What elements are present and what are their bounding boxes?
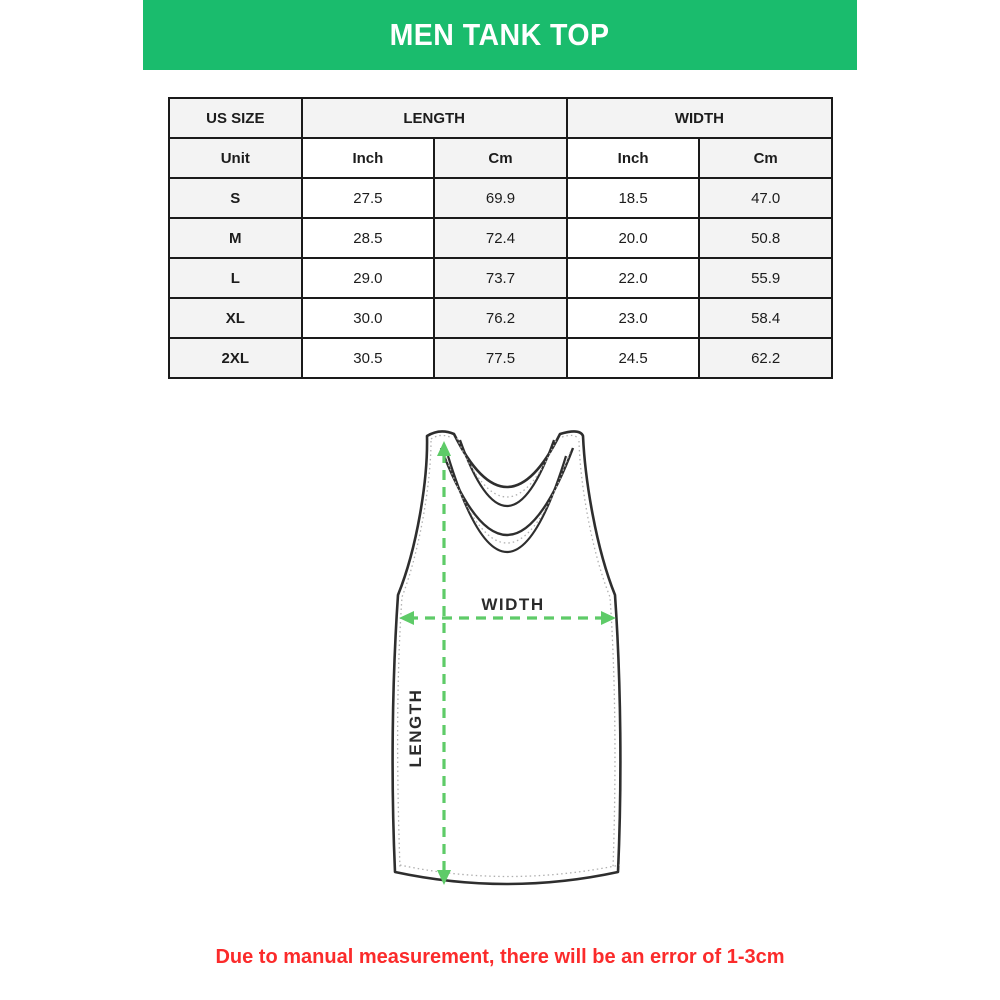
- title-banner: [143, 0, 857, 70]
- header-length: LENGTH: [302, 98, 567, 138]
- measurement-cell: 76.2: [434, 298, 567, 338]
- measurement-cell: 69.9: [434, 178, 567, 218]
- measurement-cell: 18.5: [567, 178, 700, 218]
- width-label: WIDTH: [481, 595, 545, 614]
- header-width: WIDTH: [567, 98, 832, 138]
- length-inch-cell: Inch: [302, 138, 435, 178]
- measurement-cell: 28.5: [302, 218, 435, 258]
- measurement-cell: 29.0: [302, 258, 435, 298]
- table-row: [169, 218, 832, 258]
- measurement-cell: 30.5: [302, 338, 435, 378]
- measurement-cell: 23.0: [567, 298, 700, 338]
- measurement-cell: 55.9: [699, 258, 832, 298]
- size-cell: M: [169, 218, 302, 258]
- measurement-cell: 77.5: [434, 338, 567, 378]
- tank-top-diagram: [370, 420, 650, 910]
- measurement-cell: 20.0: [567, 218, 700, 258]
- measurement-cell: 72.4: [434, 218, 567, 258]
- width-cm-cell: Cm: [699, 138, 832, 178]
- size-cell: 2XL: [169, 338, 302, 378]
- unit-label-cell: Unit: [169, 138, 302, 178]
- table-row: [169, 298, 832, 338]
- header-us-size: US SIZE: [169, 98, 302, 138]
- measurement-cell: 47.0: [699, 178, 832, 218]
- measurement-cell: 50.8: [699, 218, 832, 258]
- width-inch-cell: Inch: [567, 138, 700, 178]
- measurement-disclaimer: Due to manual measurement, there will be an error of 1-3cm: [215, 946, 785, 968]
- size-cell: S: [169, 178, 302, 218]
- length-label: LENGTH: [406, 688, 425, 768]
- measurement-cell: 58.4: [699, 298, 832, 338]
- measurement-cell: 62.2: [699, 338, 832, 378]
- measurement-cell: 27.5: [302, 178, 435, 218]
- size-cell: XL: [169, 298, 302, 338]
- length-cm-cell: Cm: [434, 138, 567, 178]
- measurement-cell: 22.0: [567, 258, 700, 298]
- measurement-cell: 30.0: [302, 298, 435, 338]
- table-row: [169, 338, 832, 378]
- size-cell: L: [169, 258, 302, 298]
- page-title: MEN TANK TOP: [390, 17, 610, 52]
- table-unit-row: [169, 138, 832, 178]
- table-row: [169, 258, 832, 298]
- size-chart-table: [168, 97, 833, 379]
- measurement-cell: 73.7: [434, 258, 567, 298]
- measurement-cell: 24.5: [567, 338, 700, 378]
- tank-top-outline: [393, 431, 621, 884]
- table-row: [169, 178, 832, 218]
- table-header-row: [169, 98, 832, 138]
- size-chart-table-container: [168, 97, 833, 379]
